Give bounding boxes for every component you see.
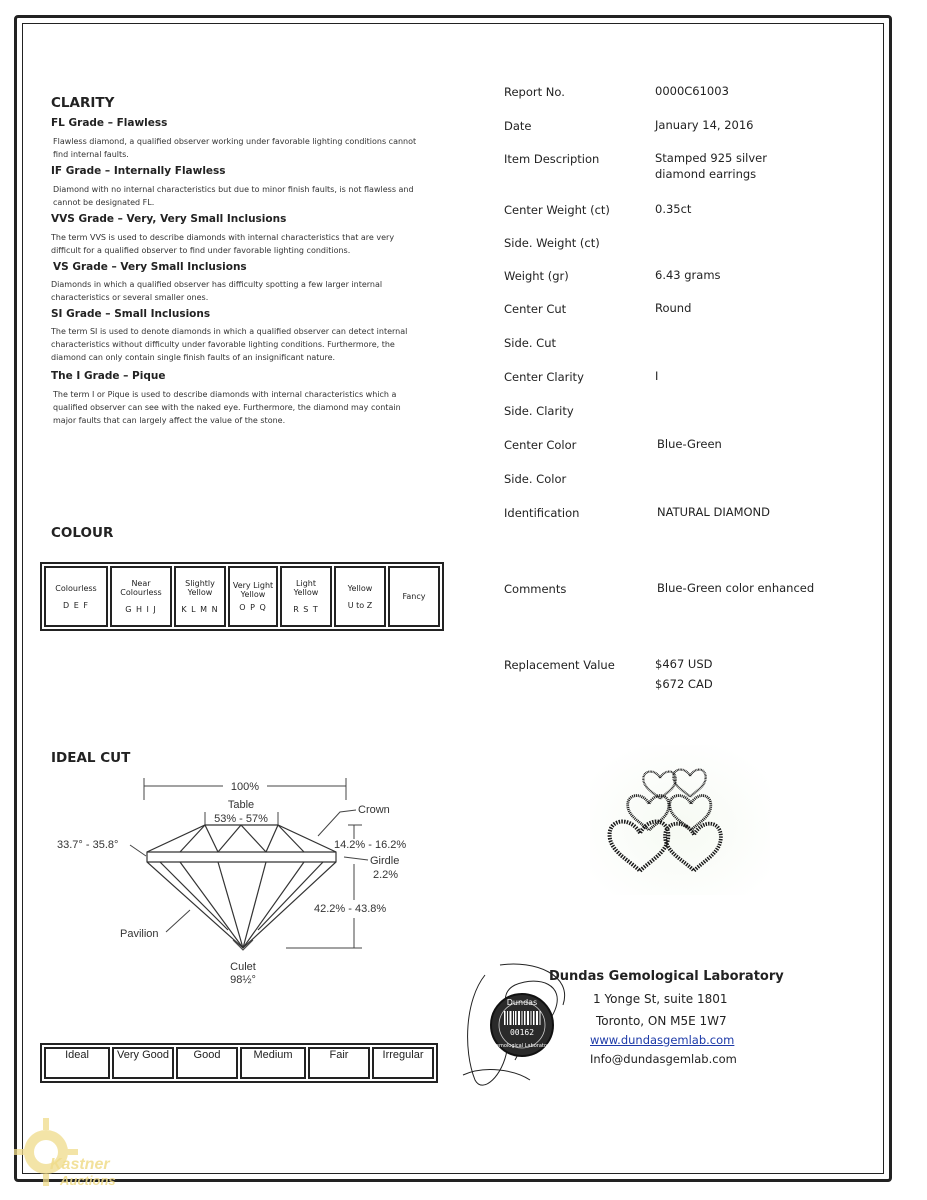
date-label: Date [504, 119, 532, 133]
lab-website-link[interactable]: www.dundasgemlab.com [590, 1033, 735, 1047]
colour-cell-name: Colourless [55, 583, 97, 593]
colour-cell-name: Near Colourless [120, 579, 162, 597]
label-crown-angle: 33.7° - 35.8° [57, 839, 119, 851]
colour-cell-yellow [334, 566, 386, 627]
lab-name: Dundas Gemological Laboratory [549, 969, 784, 984]
date-value: January 14, 2016 [655, 118, 754, 132]
earrings-photo [590, 745, 770, 895]
colour-cell-name: Slightly Yellow [185, 579, 215, 597]
lab-email: Info@dundasgemlab.com [590, 1052, 737, 1066]
comments-label: Comments [504, 582, 567, 596]
grade-si-title: SI Grade – Small Inclusions [51, 308, 211, 320]
kastner-auctions-watermark [10, 1112, 140, 1192]
seal-top-text: Dundas [506, 998, 538, 1007]
grade-si-description: The term SI is used to denote diamonds in which a qualified observer can detect internal characteristics without difficulty under favorable lighting conditions. Furthermore, the diamond can only contain single finish faults of an insignificant nature. [51, 327, 408, 362]
cut-grade-very-good: Very Good [112, 1047, 174, 1079]
colour-heading: COLOUR [51, 525, 114, 541]
colour-cell-near-colourless [110, 566, 172, 627]
colour-cell-grades: D E F [63, 600, 89, 610]
side-cut-label: Side. Cut [504, 336, 557, 350]
center-weight-value: 0.35ct [655, 202, 692, 216]
colour-cell-fancy [388, 566, 440, 627]
grade-i-description: The term I or Pique is used to describe diamonds with internal characteristics which a qualified observer can see with the naked eye. Furthermore, the diamond may contain major faults that can largely affect the value of the stone. [53, 390, 401, 425]
colour-cell-name: Very Light Yellow [232, 581, 274, 599]
side-color-label: Side. Color [504, 472, 567, 486]
colour-cell-light-yellow [280, 566, 332, 627]
colour-cell-name: Yellow [347, 583, 373, 593]
identification-value: NATURAL DIAMOND [657, 505, 771, 519]
replacement-value-label: Replacement Value [504, 658, 615, 672]
cut-grade-table [40, 1043, 438, 1083]
colour-cell-slightly-yellow [174, 566, 226, 627]
ideal-cut-diagram [40, 770, 440, 995]
item-description-label: Item Description [504, 152, 600, 166]
center-color-label: Center Color [504, 438, 577, 452]
cut-grade-good: Good [176, 1047, 238, 1079]
side-weight-label: Side. Weight (ct) [504, 236, 600, 250]
grade-vs-description: Diamonds in which a qualified observer has difficulty spotting a few larger internal characteristics or several smaller ones. [51, 280, 383, 302]
colour-cell-name: Fancy [402, 592, 426, 601]
identification-label: Identification [504, 506, 580, 520]
label-crown-height: 14.2% - 16.2% [334, 839, 407, 851]
label-girdle-value: 2.2% [373, 869, 399, 881]
replacement-cad-value: $672 CAD [655, 677, 713, 691]
clarity-heading: CLARITY [51, 95, 115, 111]
grade-vvs-title: VVS Grade – Very, Very Small Inclusions [51, 213, 287, 225]
lab-address-line2: Toronto, ON M5E 1W7 [596, 1014, 727, 1028]
item-description-value: Stamped 925 silver diamond earrings [655, 151, 767, 181]
label-culet-value: 98½° [230, 974, 256, 986]
colour-cell-grades: U to Z [347, 600, 373, 610]
grade-vvs-description: The term VVS is used to describe diamonds with internal characteristics that are very difficult for a qualified observer to find under favorable lighting conditions. [51, 233, 395, 255]
grade-if-title: IF Grade – Internally Flawless [51, 165, 226, 177]
report-no-label: Report No. [504, 85, 565, 99]
cut-grade-medium: Medium [240, 1047, 306, 1079]
ideal-cut-heading: IDEAL CUT [51, 750, 131, 766]
colour-cell-name: Light Yellow [293, 579, 319, 597]
comments-value: Blue-Green color enhanced [657, 581, 815, 595]
center-weight-label: Center Weight (ct) [504, 203, 610, 217]
grade-i-title: The I Grade – Pique [51, 370, 166, 382]
grade-if-description: Diamond with no internal characteristics but due to minor finish faults, is not flawless and cannot be designated FL. [53, 185, 414, 207]
cut-grade-fair: Fair [308, 1047, 370, 1079]
label-table: Table [227, 799, 255, 811]
center-cut-value: Round [655, 301, 692, 315]
watermark-line1: Kastner [50, 1156, 110, 1173]
colour-cell-grades: R S T [293, 605, 319, 614]
label-table-range: 53% - 57% [214, 813, 268, 825]
center-color-value: Blue-Green [657, 437, 722, 451]
lab-seal [455, 955, 590, 1090]
label-crown: Crown [358, 804, 390, 816]
replacement-usd-value: $467 USD [655, 657, 713, 671]
weight-value: 6.43 grams [655, 268, 721, 282]
colour-cell-grades: G H I J [125, 605, 157, 614]
lab-address-line1: 1 Yonge St, suite 1801 [593, 992, 728, 1006]
colour-cell-colourless [44, 566, 108, 627]
grade-fl-description: Flawless diamond, a qualified observer working under favorable lighting conditions cannot find internal faults. [53, 137, 417, 159]
colour-cell-grades: O P Q [239, 603, 267, 612]
label-pavilion: Pavilion [120, 928, 159, 940]
center-clarity-value: I [655, 369, 659, 383]
seal-number: 00162 [509, 1028, 535, 1037]
label-pavilion-depth: 42.2% - 43.8% [314, 903, 387, 915]
label-girdle: Girdle [370, 855, 400, 867]
colour-scale-table [40, 562, 444, 631]
center-clarity-label: Center Clarity [504, 370, 584, 384]
cut-grade-ideal: Ideal [44, 1047, 110, 1079]
cut-grade-irregular: Irregular [372, 1047, 434, 1079]
diamond-outline [147, 825, 336, 948]
colour-cell-very-light-yellow [228, 566, 278, 627]
grade-vs-title: VS Grade – Very Small Inclusions [53, 261, 247, 273]
report-no-value: 0000C61003 [655, 84, 729, 98]
side-clarity-label: Side. Clarity [504, 404, 574, 418]
center-cut-label: Center Cut [504, 302, 567, 316]
weight-label: Weight (gr) [504, 269, 569, 283]
grade-fl-title: FL Grade – Flawless [51, 117, 168, 129]
label-culet: Culet [230, 961, 256, 973]
watermark-line2: Auctions [60, 1173, 116, 1188]
label-total-width: 100% [230, 781, 260, 793]
colour-cell-grades: K L M N [181, 605, 219, 614]
seal-bottom-text: Gemological Laboratory [492, 1043, 552, 1049]
